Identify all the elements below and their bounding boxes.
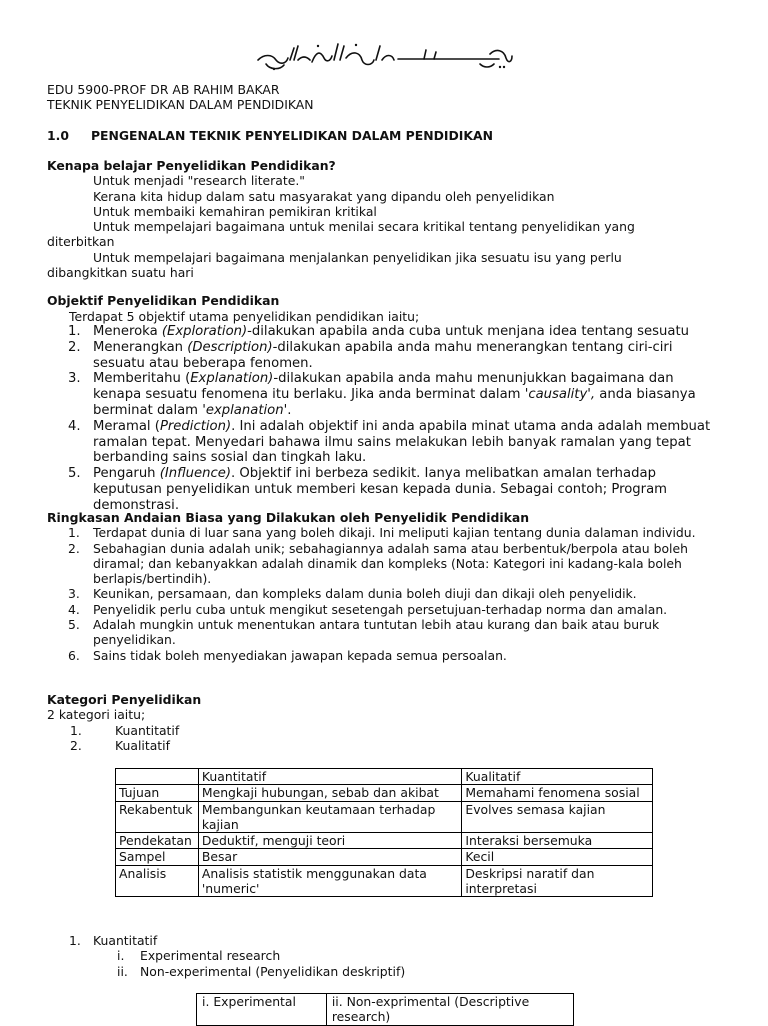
assumptions-heading: Ringkasan Andaian Biasa yang Dilakukan oleh Penyelidik Pendidikan <box>47 510 530 525</box>
quant-subitem: i. Experimental research <box>117 948 281 964</box>
quant-item: 1. Kuantitatif <box>69 933 158 948</box>
table-row <box>116 865 653 897</box>
objective-item: 2. Menerangkan (Description)-dilakukan apabila anda mahu menerangkan tentang ciri-ciri sesuatu atau beberapa fenomen. <box>68 339 673 371</box>
why-item-cont: diterbitkan <box>47 234 115 250</box>
objective-item: 1. Meneroka (Exploration)-dilakukan apabila anda cuba untuk menjana idea tentang sesuatu <box>68 324 689 340</box>
table-header-cell: Kualitatif <box>462 769 653 785</box>
table-cell: Evolves semasa kajian <box>462 801 653 833</box>
why-item: Untuk mempelajari bagaimana untuk menilai secara kritikal tentang penyelidikan yang <box>93 219 635 235</box>
course-code: EDU 5900-PROF DR AB RAHIM BAKAR <box>47 82 280 97</box>
categories-section <box>47 692 737 753</box>
assumption-item: 5. Adalah mungkin untuk menentukan antara tuntutan lebih atau kurang dan baik atau buruk penyelidikan. <box>68 617 660 648</box>
table-cell: Besar <box>198 849 461 865</box>
table-cell: Membangunkan keutamaan terhadap kajian <box>198 801 461 833</box>
table-cell: Memahami fenomena sosial <box>462 785 653 801</box>
why-section <box>47 158 737 280</box>
objectives-heading: Objektif Penyelidikan Pendidikan <box>47 293 280 308</box>
why-item: Untuk membaiki kemahiran pemikiran kritikal <box>93 203 377 219</box>
assumptions-section <box>47 510 737 663</box>
table-cell <box>116 769 199 785</box>
table-row <box>116 801 653 833</box>
why-heading: Kenapa belajar Penyelidikan Pendidikan? <box>47 158 336 173</box>
table-header-cell: i. Experimental <box>197 994 327 1026</box>
why-item: Kerana kita hidup dalam satu masyarakat yang dipandu oleh penyelidikan <box>93 188 555 204</box>
course-title: TEKNIK PENYELIDIKAN DALAM PENDIDIKAN <box>47 97 314 112</box>
category-item: 2. Kualitatif <box>70 737 170 753</box>
table-cell: Kecil <box>462 849 653 865</box>
category-item: 1. Kuantitatif <box>70 722 180 738</box>
table-cell: Sampel <box>116 849 199 865</box>
table-cell: Interaksi bersemuka <box>462 833 653 849</box>
table-cell: Deskripsi naratif dan interpretasi <box>462 865 653 897</box>
why-item-cont: dibangkitkan suatu hari <box>47 265 194 281</box>
table-row <box>116 833 653 849</box>
table-cell: Analisis <box>116 865 199 897</box>
assumption-item: 1. Terdapat dunia di luar sana yang boleh dikaji. Ini meliputi kajian tentang dunia dalaman individu. <box>68 525 696 541</box>
categories-heading: Kategori Penyelidikan <box>47 692 202 707</box>
quant-subitem: ii. Non-experimental (Penyelidikan deskriptif) <box>117 963 406 979</box>
objective-item: 3. Memberitahu (Explanation)-dilakukan apabila anda mahu menunjukkan bagaimana dan kenapa sesuatu fenomena itu berlaku. Jika anda berminat dalam 'causality', anda biasanya berminat dalam 'explanation'. <box>68 371 696 419</box>
table-row <box>116 849 653 865</box>
table-header-cell: ii. Non-exprimental (Descriptive research) <box>326 994 573 1026</box>
why-item: Untuk menjadi "research literate." <box>93 173 305 189</box>
table-cell: Tujuan <box>116 785 199 801</box>
assumption-item: 2. Sebahagian dunia adalah unik; sebahagiannya adalah sama atau berbentuk/berpola atau boleh diramal; dan kebanyakkan adalah dinamik dan kompleks (Nota: Kategori ini kadang-kala boleh berlapis/bertindih). <box>68 540 688 587</box>
table-cell: Rekabentuk <box>116 801 199 833</box>
section-title: PENGENALAN TEKNIK PENYELIDIKAN DALAM PENDIDIKAN <box>90 128 493 143</box>
categories-intro: 2 kategori iaitu; <box>47 707 146 723</box>
assumption-item: 6. Sains tidak boleh menyediakan jawapan kepada semua persoalan. <box>68 647 507 663</box>
table-cell: Deduktif, menguji teori <box>198 833 461 849</box>
table-cell: Analisis statistik menggunakan data 'numeric' <box>198 865 461 897</box>
objectives-intro: Terdapat 5 objektif utama penyelidikan pendidikan iaitu; <box>69 308 420 324</box>
objective-item: 4. Meramal (Prediction). Ini adalah objektif ini anda apabila minat utama anda adalah membuat ramalan tepat. Menyedari bahawa ilmu sains melakukan lebih banyak ramalan yang tepat berbanding sains sosial dan tingkah laku. <box>68 418 711 466</box>
table-header-row <box>116 769 653 785</box>
section-number: 1.0 <box>47 128 69 143</box>
research-types-table <box>196 993 574 1026</box>
objective-item: 5. Pengaruh (Influence). Objektif ini berbeza sedikit. Ianya melibatkan amalan terhadap keputusan penyelidikan untuk memberi kesan kepada dunia. Sebagai contoh; Program demonstrasi. <box>68 466 668 513</box>
table-row <box>116 785 653 801</box>
objectives-section <box>47 293 737 514</box>
why-item: Untuk mempelajari bagaimana menjalankan penyelidikan jika sesuatu isu yang perlu <box>93 249 622 265</box>
table-cell: Pendekatan <box>116 833 199 849</box>
quant-section <box>47 933 737 979</box>
assumption-item: 3. Keunikan, persamaan, dan kompleks dalam dunia boleh diuji dan dikaji oleh penyelidik. <box>68 586 637 602</box>
table-header-row <box>197 994 574 1026</box>
table-cell: Mengkaji hubungan, sebab dan akibat <box>198 785 461 801</box>
bismillah-calligraphy <box>254 40 516 74</box>
section-heading <box>47 128 737 143</box>
comparison-table <box>115 768 653 897</box>
assumption-item: 4. Penyelidik perlu cuba untuk mengikut sesetengah persetujuan-terhadap norma dan amalan. <box>68 601 668 617</box>
table-header-cell: Kuantitatif <box>198 769 461 785</box>
